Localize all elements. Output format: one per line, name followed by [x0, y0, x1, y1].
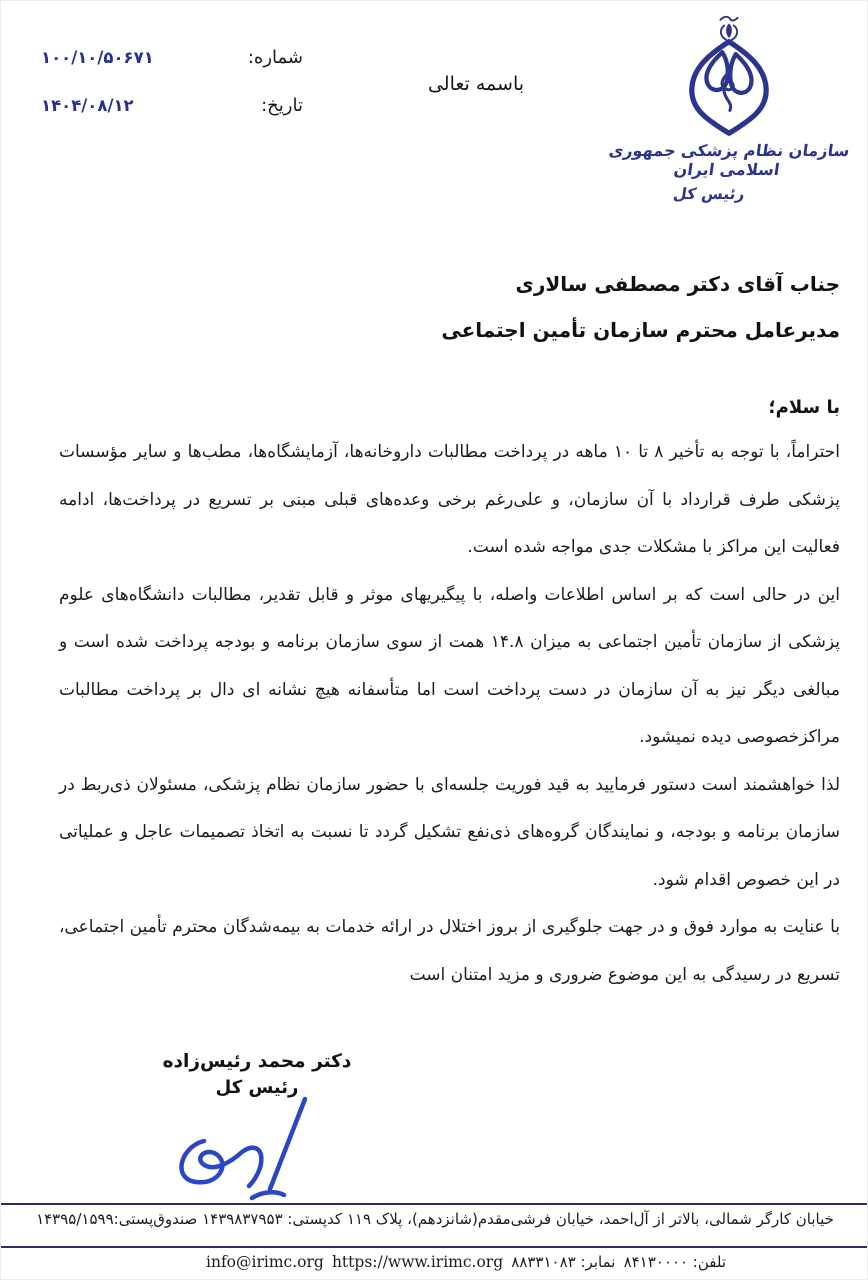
footer-divider-top — [1, 1203, 868, 1205]
salutation-text: با سلام؛ — [768, 397, 840, 418]
signatory-name: دکتر محمد رئیس‌زاده — [162, 1051, 352, 1072]
signatory-title: رئیس کل — [215, 1077, 299, 1098]
letter-date-value: ۱۴۰۴/۰۸/۱۲ — [41, 96, 134, 115]
footer-website-link: https://www.irimc.org — [331, 1253, 504, 1271]
footer-email-link: info@irimc.org — [206, 1253, 324, 1271]
body-paragraph: با عنایت به موارد فوق و در جهت جلوگیری از بروز اختلال در ارائه خدمات به بیمه‌شدگان محترم تأمین اجتماعی، تسریع در رسیدگی به این موضوع ضروری و مزید امتنان است — [59, 917, 840, 985]
footer-fax — [511, 1253, 615, 1271]
letter-date-label: تاریخ: — [261, 95, 303, 116]
letter-number-value: ۱۰۰/۱۰/۵۰۶۷۱ — [41, 48, 154, 67]
footer-divider-bottom — [1, 1246, 868, 1248]
letter-body — [59, 429, 840, 999]
bismillah-text: باسمه تعالی — [427, 73, 525, 95]
org-role-title: رئیس کل — [672, 185, 746, 203]
org-name-calligraphy: سازمان نظام پزشکی جمهوری اسلامی ایران — [607, 141, 851, 179]
droplet-icon — [692, 42, 766, 134]
footer-contact-row — [206, 1253, 726, 1271]
footer-fax-value: ۸۸۳۳۱۰۸۳ — [511, 1253, 576, 1271]
irimc-emblem-icon — [659, 15, 799, 139]
letter-meta-block — [41, 47, 303, 143]
flag-allah-icon — [720, 17, 737, 40]
footer-phone — [624, 1253, 726, 1271]
body-paragraph: این در حالی است که بر اساس اطلاعات واصله، با پیگیریهای موثر و قابل تقدیر، مطالبات دانشگاه‌های علوم پزشکی از سازمان تأمین اجتماعی به میزان ۱۴.۸ همت از سوی سازمان برنامه و بودجه پرداخت شده است و مبالغی دیگر نیز به آن سازمان در دست پرداخت است اما متأسفانه هیچ نشانه ای دال بر پرداخت مطالبات مراکزخصوصی دیده نمیشود. — [59, 584, 841, 747]
letter-number-label: شماره: — [247, 47, 303, 68]
recipient-title: مدیرعامل محترم سازمان تأمین اجتماعی — [441, 318, 840, 342]
letter-number-row — [41, 47, 303, 68]
body-paragraph: لذا خواهشمند است دستور فرمایید به قید فوریت جلسه‌ای با حضور سازمان نظام پزشکی، مسئولان ذی‌ربط در سازمان برنامه و بودجه، و نمایندگان گروه‌های ذی‌نفع تشکیل گردد تا نسبت به اتخاذ تصمیمات عاجل و عملیاتی در این خصوص اقدام شود. — [59, 774, 840, 890]
body-paragraph: احتراماً، با توجه به تأخیر ۸ تا ۱۰ ماهه در پرداخت مطالبات داروخانه‌ها، آزمایشگاه‌ها، مطب‌ها و سایر مؤسسات پزشکی طرف قرارداد با آن سازمان، و علی‌رغم برخی وعده‌های قبلی مبنی بر تسریع در پرداخت‌ها، ادامه فعالیت این مراکز با مشکلات جدی مواجه شده است. — [59, 442, 840, 557]
recipient-name: جناب آقای دکتر مصطفی سالاری — [515, 272, 840, 296]
letter-date-row — [41, 95, 303, 116]
signature-icon — [163, 1091, 413, 1206]
recipient-block — [441, 261, 840, 353]
footer-phone-value: ۸۴۱۳۰۰۰۰ — [623, 1253, 689, 1271]
footer-phone-label: تلفن: — [692, 1253, 726, 1271]
footer-fax-label: نمابر: — [580, 1253, 616, 1271]
footer-address: خیابان کارگر شمالی، بالاتر از آل‌احمد، خیابان فرشی‌مقدم(شانزدهم)، پلاک ۱۱۹ کدپستی: ۱۴۳۹۸۳۷۹۵۳ صندوق‌پستی:۱۴۳۹۵/۱۵۹۹ — [36, 1210, 834, 1228]
